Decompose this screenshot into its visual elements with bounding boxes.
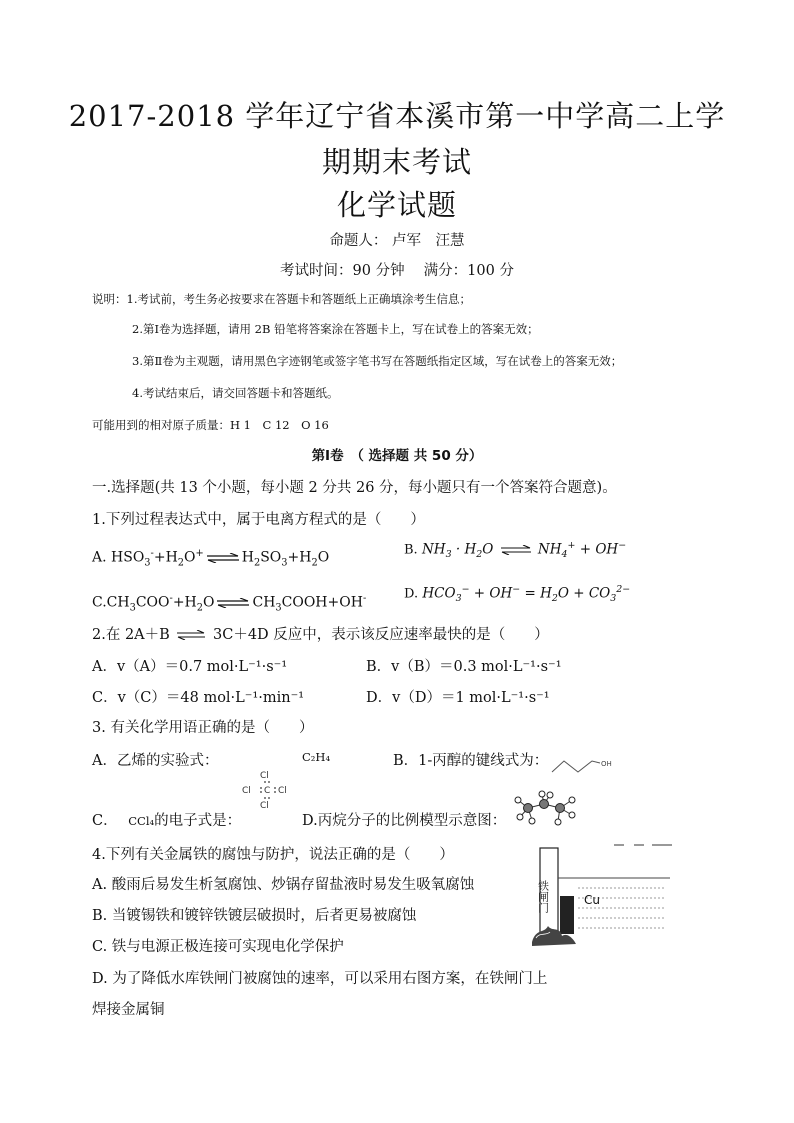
svg-text:Cl: Cl	[260, 801, 269, 811]
q2-option-d: D．v（D）＝1 mol·L⁻¹·s⁻¹	[366, 690, 550, 706]
q3-c-formula: CCl₄	[128, 814, 155, 828]
equilibrium-arrow-icon	[216, 598, 250, 608]
note-4: 4.考试结束后，请交回答题卡和答题纸。	[132, 386, 339, 400]
note-2: 2.第Ⅰ卷为选择题，请用 2B 铅笔将答案涂在答题卡上，写在试卷上的答案无效；	[132, 322, 539, 336]
svg-text:Cl: Cl	[260, 771, 269, 781]
authors: 命题人： 卢军 汪慧	[329, 233, 465, 249]
q1-option-a: A. $HSO_3^-+H_2O^+$ $H_2SO_3+H_2O$	[92, 548, 330, 569]
equilibrium-arrow-icon	[500, 545, 532, 555]
q4-option-b: B. 当镀锡铁和镀锌铁镀层破损时，后者更易被腐蚀	[92, 908, 417, 924]
equilibrium-arrow-icon	[206, 553, 240, 563]
atomic-masses: 可能用到的相对原子质量：H 1 C 12 O 16	[92, 418, 329, 432]
q1-a-label: A.	[92, 549, 107, 566]
exam-info: 考试时间：90 分钟 满分：100 分	[280, 263, 514, 279]
q1-d-label: D.	[404, 586, 419, 602]
figure-cu-label: Cu	[584, 893, 600, 907]
q2-option-b: B．v（B）＝0.3 mol·L⁻¹·s⁻¹	[366, 659, 562, 675]
q3-c-suffix: 的电子式是：	[154, 813, 242, 829]
note-1: 说明：1.考试前，考生务必按要求在答题卡和答题纸上正确填涂考生信息；	[92, 292, 471, 306]
q1-c-label: C.	[92, 594, 107, 611]
equilibrium-arrow-icon	[176, 630, 206, 640]
iron-gate-diagram	[526, 840, 676, 950]
propanol-skeletal-formula-icon	[548, 752, 620, 776]
title-line-2: 期期末考试	[321, 145, 472, 179]
ccl4-electron-dot-icon	[240, 768, 294, 812]
q1-option-c: $C.CH_3COO^-+H_2O$ $CH_3COOH+OH^-$	[92, 593, 367, 614]
q1-option-b: B. $NH_3 \cdot H_2O$ $NH_4^+ + OH^-$	[404, 540, 627, 561]
q2-stem-suffix: 3C＋4D 反应中，表示该反应速率最快的是（ ）	[213, 627, 549, 643]
svg-text:Cl: Cl	[242, 786, 251, 796]
q2-option-a: A．v（A）＝0.7 mol·L⁻¹·s⁻¹	[92, 659, 288, 675]
q3-option-c	[92, 809, 241, 830]
q3-option-a: A．乙烯的实验式：	[92, 753, 219, 769]
q3-c-label: C．	[92, 813, 118, 829]
q2-stem	[92, 623, 549, 644]
figure-gate-label: 铁闸门	[536, 880, 550, 913]
q4-option-a: A. 酸雨后易发生析氢腐蚀、炒锅存留盐液时易发生吸氧腐蚀	[92, 877, 475, 893]
q3-oh-label: OH	[601, 760, 612, 768]
title-line-3: 化学试题	[336, 188, 457, 222]
note-3: 3.第Ⅱ卷为主观题，请用黑色字迹钢笔或签字笔书写在答题纸指定区域，写在试卷上的答案无效；	[132, 354, 623, 368]
svg-text:C: C	[264, 786, 271, 796]
q1-stem: 1.下列过程表达式中，属于电离方程式的是（ ）	[92, 512, 425, 528]
q3-a-formula: C₂H₄	[302, 750, 331, 764]
q3-option-b: B．1-丙醇的键线式为：	[393, 753, 549, 769]
section-title: 第Ⅰ卷 （ 选择题 共 50 分）	[311, 448, 483, 464]
q1-b-label: B.	[404, 542, 418, 558]
propane-model-icon	[510, 790, 585, 828]
q3-stem: 3. 有关化学用语正确的是（ ）	[92, 720, 314, 736]
q2-option-c: C．v（C）＝48 mol·L⁻¹·min⁻¹	[92, 690, 305, 706]
q1-option-d: D. $HCO_3^- + OH^- = H_2O + CO_3^{2-}$	[404, 584, 631, 605]
q4-option-d: D. 为了降低水库铁闸门被腐蚀的速率，可以采用右图方案，在铁闸门上	[92, 971, 548, 987]
q3-option-d: D.丙烷分子的比例模型示意图：	[302, 813, 507, 829]
section-intro: 一.选择题(共 13 个小题，每小题 2 分共 26 分，每小题只有一个答案符合题意)。	[92, 480, 617, 496]
svg-text:Cl: Cl	[278, 786, 287, 796]
q4-stem: 4.下列有关金属铁的腐蚀与防护，说法正确的是（ ）	[92, 847, 454, 863]
q4-option-d-cont: 焊接金属铜	[92, 1002, 165, 1018]
q4-option-c: C. 铁与电源正极连接可实现电化学保护	[92, 939, 344, 955]
title-line-1: 2017-2018 学年辽宁省本溪市第一中学高二上学	[68, 99, 726, 133]
q2-stem-prefix: 2.在 2A＋B	[92, 627, 170, 643]
